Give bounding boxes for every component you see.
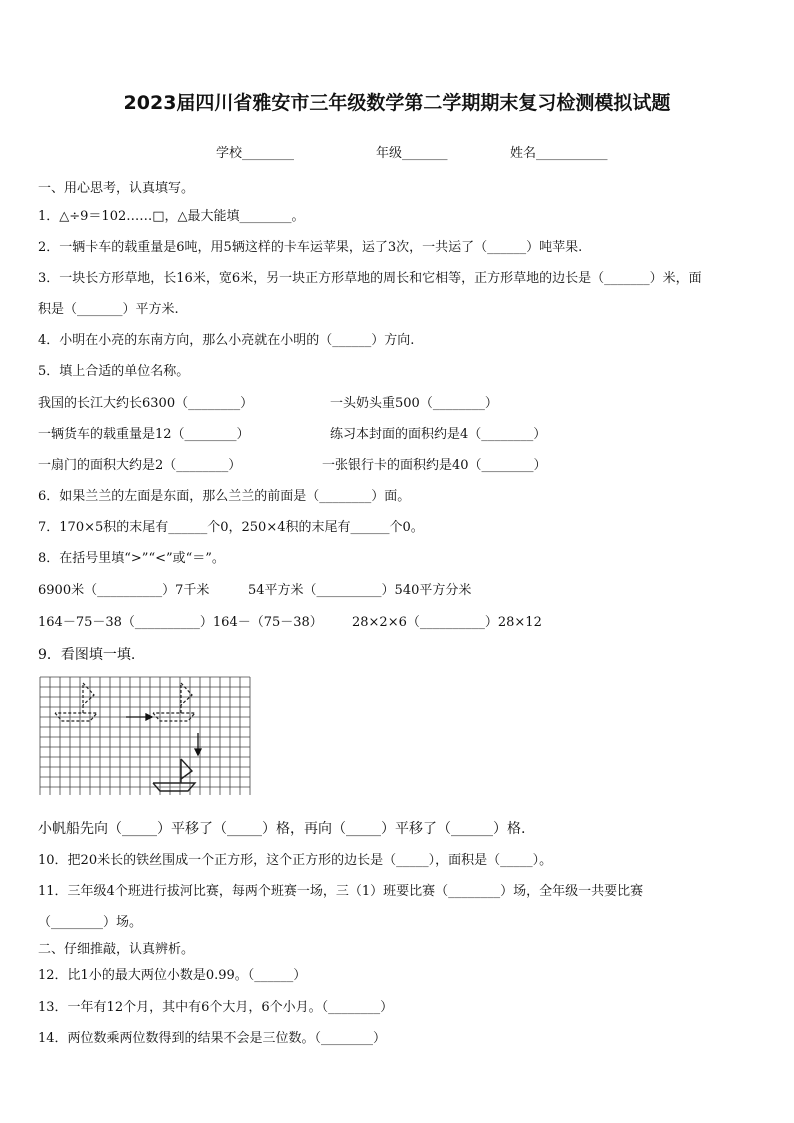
question-2: 2．一辆卡车的载重量是6吨，用5辆这样的卡车运苹果，运了3次，一共运了（______）吨苹果.	[38, 240, 583, 255]
question-7: 7．170×5积的末尾有______个0，250×4积的末尾有______个0。	[38, 520, 424, 535]
question-6: 6．如果兰兰的左面是东面，那么兰兰的前面是（________）面。	[38, 489, 411, 504]
section-heading-2: 二、仔细推敲，认真辨析。	[38, 942, 195, 957]
q8-compare-4: 28×2×6（__________）28×12	[352, 615, 542, 630]
q5-item-4: 练习本封面的面积约是4（________）	[330, 427, 547, 442]
question-11-line-2: （________）场。	[38, 915, 143, 930]
question-9-fill: 小帆船先向（_____）平移了（_____）格，再向（_____）平移了（______）格.	[38, 821, 526, 837]
question-10: 10．把20米长的铁丝围成一个正方形，这个正方形的边长是（_____），面积是（_____）。	[38, 853, 553, 868]
question-1: 1．△÷9＝102……□，△最大能填________。	[38, 209, 305, 224]
section-heading-1: 一、用心思考，认真填写。	[38, 181, 195, 196]
question-14: 14．两位数乘两位数得到的结果不会是三位数。（________）	[38, 1031, 387, 1046]
sailboat-moved-right	[153, 683, 195, 721]
question-4: 4．小明在小亮的东南方向，那么小亮就在小明的（______）方向.	[38, 333, 415, 348]
question-13: 13．一年有12个月，其中有6个大月，6个小月。（________）	[38, 1000, 394, 1015]
q8-compare-2: 54平方米（__________）540平方分米	[248, 583, 472, 598]
question-3-line-2: 积是（_______）平方米.	[38, 302, 179, 317]
q5-item-5: 一扇门的面积大约是2（________）	[38, 458, 242, 473]
question-8: 8．在括号里填“>”“<”或“＝”。	[38, 551, 225, 566]
sailboat-original	[55, 683, 97, 721]
school-field: 学校________	[216, 146, 295, 161]
name-field: 姓名___________	[510, 146, 608, 161]
q5-item-2: 一头奶头重500（________）	[330, 396, 498, 411]
sailboat-moved-down	[153, 759, 195, 791]
question-12: 12．比1小的最大两位小数是0.99。（______）	[38, 968, 307, 983]
q5-item-3: 一辆货车的载重量是12（________）	[38, 427, 250, 442]
question-3-line-1: 3．一块长方形草地，长16米，宽6米，另一块正方形草地的周长和它相等，正方形草地的边长是（_______）米，面	[38, 271, 702, 286]
q5-item-1: 我国的长江大约长6300（________）	[38, 396, 254, 411]
q5-item-6: 一张银行卡的面积约是40（________）	[322, 458, 547, 473]
q8-compare-1: 6900米（__________）7千米	[38, 583, 210, 598]
q8-compare-3: 164－75－38（__________）164－（75－38）	[38, 615, 323, 630]
sailboat-grid-figure	[38, 675, 252, 795]
question-11-line-1: 11．三年级4个班进行拔河比赛，每两个班赛一场，三（1）班要比赛（________）场，全年级一共要比赛	[38, 884, 644, 899]
grade-field: 年级_______	[376, 146, 448, 161]
question-5: 5．填上合适的单位名称。	[38, 364, 190, 379]
grid-svg	[38, 675, 252, 795]
question-9: 9．看图填一填.	[38, 647, 136, 663]
exam-title: 2023届四川省雅安市三年级数学第二学期期末复习检测模拟试题	[123, 92, 671, 114]
